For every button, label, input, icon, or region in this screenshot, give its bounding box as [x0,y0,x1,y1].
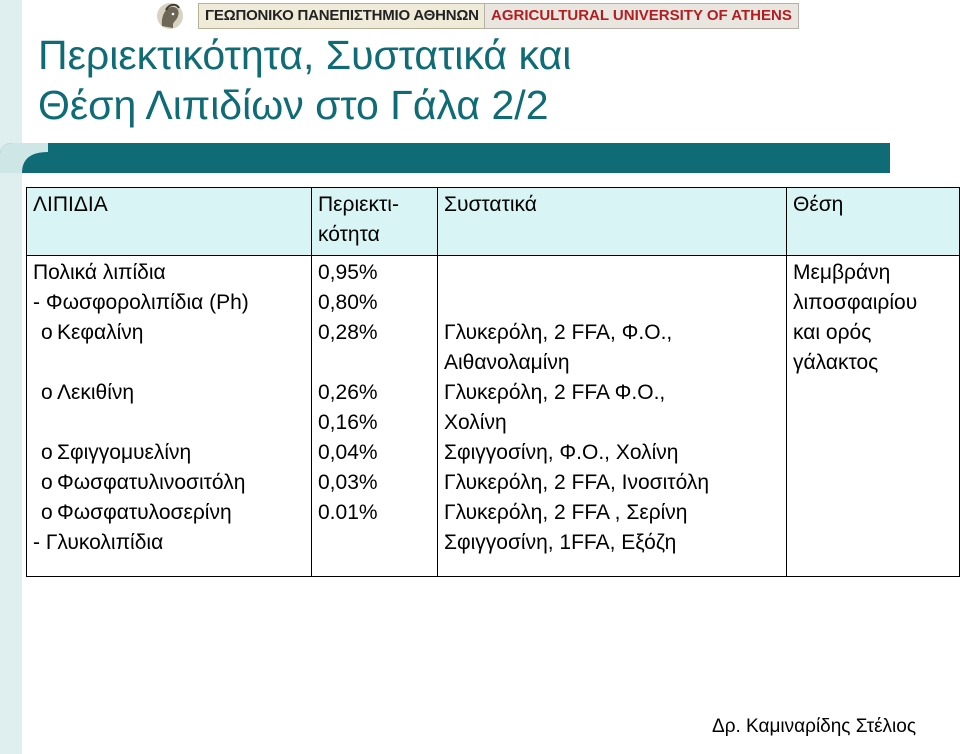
lipid-lecithin-label: Λεκιθίνη [57,381,135,405]
university-name-greek: ΓΕΩΠΟΝΙΚΟ ΠΑΝΕΠΙΣΤΗΜΙΟ ΑΘΗΝΩΝ [198,3,486,29]
header-content-line-2: κότητα [318,223,380,246]
left-decoration-strip [0,0,22,754]
lipid-lecithin [33,378,305,408]
header-location-label: Θέση [793,193,844,216]
component-line: Σφιγγοσίνη, 1FFA, Εξόζη [444,531,677,555]
location-line: και ορός [793,321,872,345]
lipid-phosphatidylinositol [33,468,305,498]
lipids-cell [27,256,312,577]
lipid-polar-lipids: Πολικά λιπίδια [33,261,166,285]
lipid-glycolipids: - Γλυκολιπίδια [33,531,164,555]
location-line: Μεμβράνη [793,261,891,285]
component-line: Γλυκερόλη, 2 FFA , Σερίνη [444,501,688,525]
content-value: 0,26% [318,381,378,405]
slide-title [38,30,571,130]
component-line: Χολίνη [444,411,507,435]
lipids-table [26,187,960,577]
lipid-sphingomyelin-label: Σφιγγομυελίνη [57,441,192,465]
header-lipids-label: ΛΙΠΙΔΙΑ [33,193,108,216]
lipid-spacer [33,408,305,438]
header-components-label: Συστατικά [444,193,537,216]
header-components [438,188,787,256]
component-line: Γλυκερόλη, 2 FFA Φ.Ο., [444,381,666,405]
component-line: Γλυκερόλη, 2 FFA, Ινοσιτόλη [444,471,710,495]
content-value: 0,16% [318,411,378,435]
content-value: 0,80% [318,291,378,315]
component-line [444,258,780,288]
content-value [318,528,431,558]
content-value: 0,28% [318,321,378,345]
content-value: 0.01% [318,501,378,525]
lipid-cephalin-label: Κεφαλίνη [57,321,144,345]
university-name-english: AGRICULTURAL UNIVERSITY OF ATHENS [484,3,799,29]
athena-head-logo-icon [152,0,188,30]
content-value: 0,04% [318,441,378,465]
header-lipids [27,188,312,256]
component-line: Σφιγγοσίνη, Φ.Ο., Χολίνη [444,441,679,465]
lipid-phosphatidylserine-label: Φωσφατυλοσερίνη [57,501,232,525]
university-header [150,0,960,30]
header-content-line-1: Περιεκτι- [318,193,399,216]
lipid-spacer [33,348,305,378]
lipid-phospholipids: - Φωσφορολιπίδια (Ph) [33,291,249,315]
lipid-phosphatidylinositol-label: Φωσφατυλινοσιτόλη [57,471,246,495]
components-cell [438,256,787,577]
title-underline-bar [0,139,890,173]
location-cell [787,256,960,577]
bullet-icon: o [41,381,53,405]
bullet-icon: o [41,501,53,525]
bullet-icon: o [41,441,53,465]
bullet-icon: o [41,471,53,495]
component-line: Γλυκερόλη, 2 FFA, Φ.Ο., [444,321,673,345]
component-line: Αιθανολαμίνη [444,351,570,375]
location-line: γάλακτος [793,351,879,375]
component-line [444,288,780,318]
content-cell [312,256,438,577]
header-location [787,188,960,256]
header-content [312,188,438,256]
table-header-row [27,188,960,256]
lipid-cephalin [33,318,305,348]
content-value [318,348,431,378]
title-line-2: Θέση Λιπιδίων στο Γάλα 2/2 [38,82,549,128]
location-line: λιποσφαιρίου [793,291,918,315]
lipid-sphingomyelin [33,438,305,468]
table-body-row [27,256,960,577]
lipid-phosphatidylserine [33,498,305,528]
title-line-1: Περιεκτικότητα, Συστατικά και [38,32,572,78]
author-credit: Δρ. Καμιναρίδης Στέλιος [712,716,916,737]
content-value: 0,95% [318,261,378,285]
content-value: 0,03% [318,471,378,495]
bullet-icon: o [41,321,53,345]
